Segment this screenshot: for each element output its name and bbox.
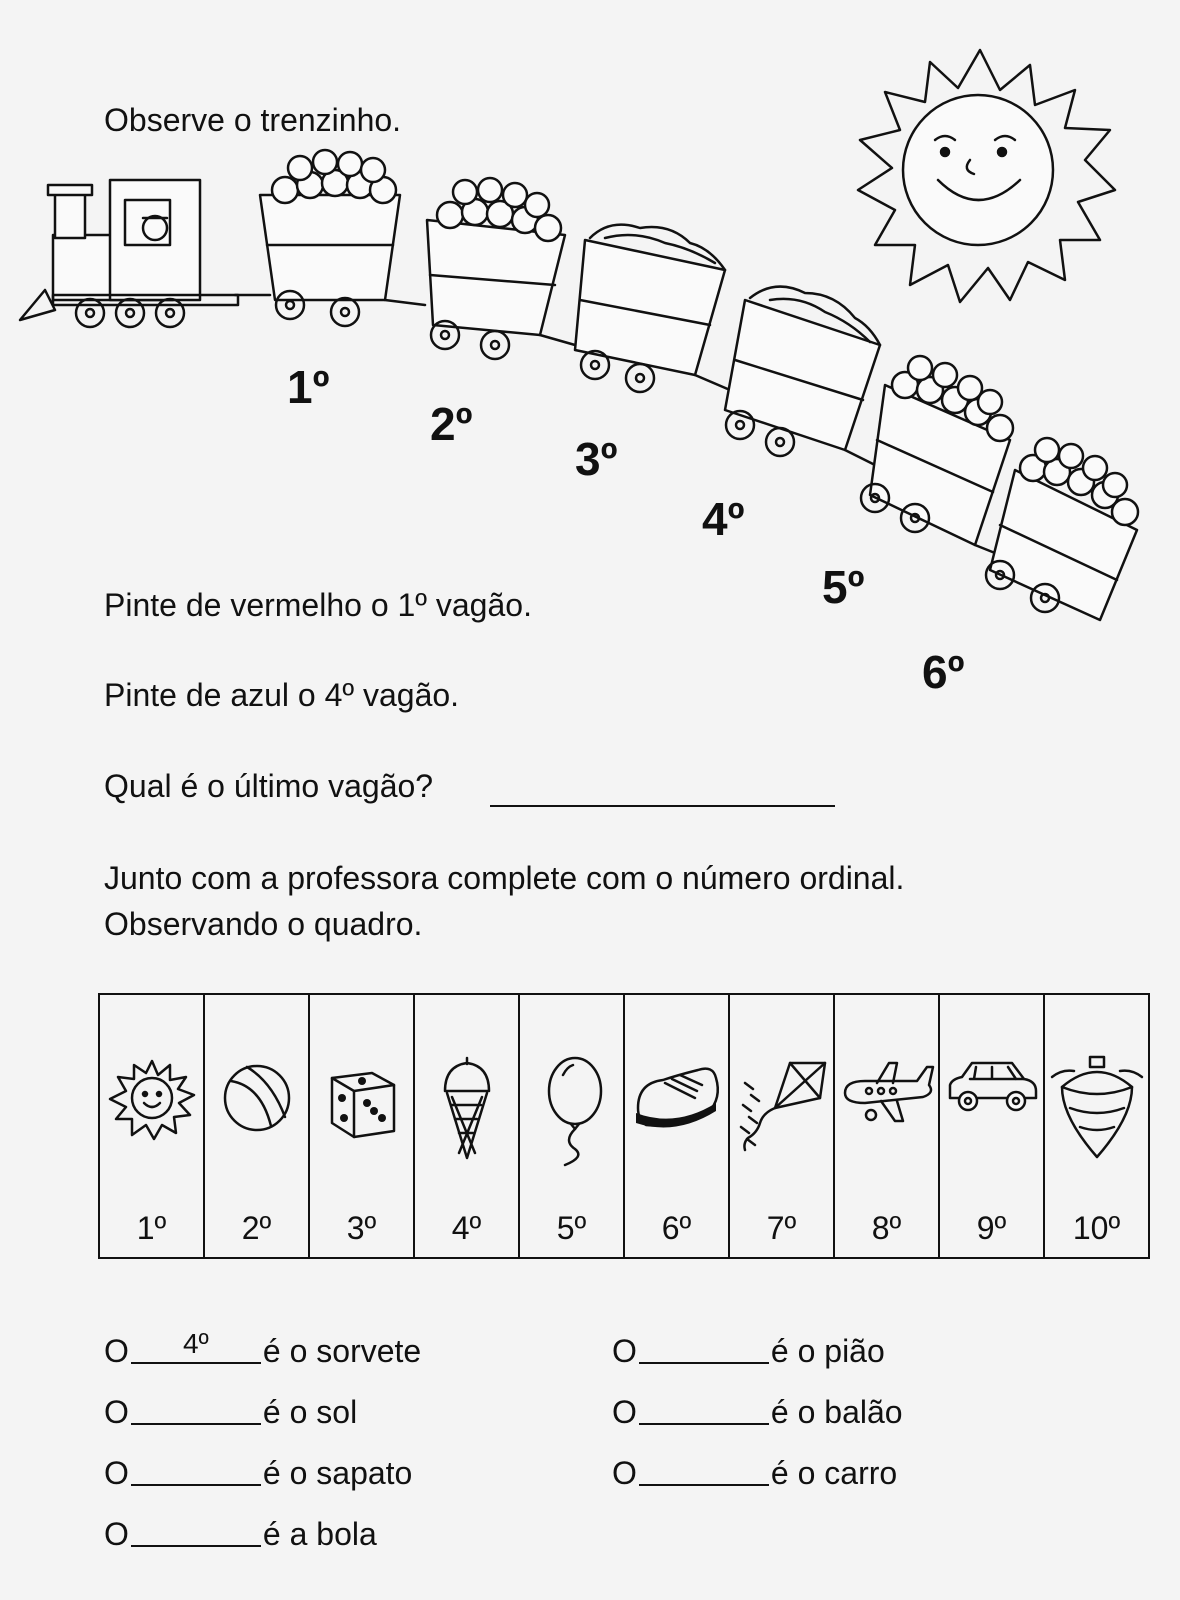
exercise-row (612, 1332, 885, 1370)
complete-instruction-line1: Junto com a professora complete com o número ordinal. (104, 860, 905, 896)
answer-value: 4º (182, 1328, 209, 1359)
wagon-4 (725, 287, 880, 456)
ordinal-label: 2º (241, 1210, 272, 1246)
exercise-prefix: O (612, 1394, 637, 1430)
wagon-label-6: 6º (922, 646, 965, 698)
wagon-6 (986, 438, 1138, 620)
ordinal-label: 5º (556, 1210, 587, 1246)
dice-icon (322, 1053, 402, 1143)
table-cell (940, 995, 1045, 1257)
exercise-prefix: O (104, 1455, 129, 1491)
ordinal-label: 8º (871, 1210, 902, 1246)
wagon-label-5: 5º (822, 561, 865, 613)
exercise-suffix: é o pião (770, 1333, 885, 1369)
locomotive-icon (20, 180, 270, 327)
last-wagon-question: Qual é o último vagão? (104, 768, 434, 804)
table-cell (415, 995, 520, 1257)
answer-blank[interactable] (639, 1393, 769, 1425)
wagon-label-3: 3º (575, 433, 618, 485)
kite-icon (735, 1053, 829, 1153)
spinning-top-icon (1052, 1053, 1142, 1163)
wagon-2 (427, 178, 565, 359)
exercise-suffix: é o carro (770, 1455, 898, 1491)
wagon-3 (575, 225, 725, 392)
complete-instruction-line2: Observando o quadro. (104, 906, 423, 942)
table-cell (730, 995, 835, 1257)
ordinal-label: 10º (1072, 1210, 1121, 1246)
table-cell (1045, 995, 1148, 1257)
ball-icon (217, 1053, 297, 1143)
exercise-row (104, 1328, 422, 1370)
wagon-label-1: 1º (287, 361, 330, 413)
exercise-suffix: é o sorvete (262, 1333, 422, 1369)
answer-blank[interactable] (131, 1393, 261, 1425)
exercise-row (104, 1515, 377, 1553)
exercise-row (612, 1393, 903, 1431)
answer-blank[interactable] (131, 1454, 261, 1486)
ordinal-label: 9º (976, 1210, 1007, 1246)
balloon-icon (537, 1053, 607, 1168)
table-cell (100, 995, 205, 1257)
ordinal-label: 3º (346, 1210, 377, 1246)
airplane-icon (839, 1053, 935, 1133)
exercise-suffix: é a bola (262, 1516, 377, 1552)
table-cell (205, 995, 310, 1257)
answer-blank[interactable] (131, 1328, 261, 1364)
answer-line[interactable] (490, 805, 835, 807)
ordinal-label: 6º (661, 1210, 692, 1246)
shoe-icon (630, 1053, 724, 1143)
train-illustration (15, 150, 1145, 630)
table-cell (625, 995, 730, 1257)
exercise-prefix: O (104, 1516, 129, 1552)
paint-blue-instruction: Pinte de azul o 4º vagão. (104, 677, 460, 713)
wagon-label-4: 4º (702, 493, 745, 545)
exercise-prefix: O (104, 1333, 129, 1369)
sun-icon (104, 1053, 200, 1143)
exercise-prefix: O (104, 1394, 129, 1430)
ordinal-label: 4º (451, 1210, 482, 1246)
table-cell (835, 995, 940, 1257)
ordinal-table (98, 993, 1150, 1259)
exercise-row (612, 1454, 897, 1492)
exercise-row (104, 1393, 357, 1431)
ordinal-label: 7º (766, 1210, 797, 1246)
table-cell (520, 995, 625, 1257)
exercise-suffix: é o sol (262, 1394, 358, 1430)
observe-instruction: Observe o trenzinho. (104, 102, 402, 138)
ordinal-label: 1º (136, 1210, 167, 1246)
wagon-5 (861, 356, 1013, 545)
table-cell (310, 995, 415, 1257)
paint-red-instruction: Pinte de vermelho o 1º vagão. (104, 587, 532, 623)
answer-blank[interactable] (639, 1454, 769, 1486)
wagon-label-2: 2º (430, 398, 473, 450)
exercise-row (104, 1454, 412, 1492)
wagon-1 (260, 150, 400, 326)
exercise-prefix: O (612, 1455, 637, 1491)
exercise-suffix: é o sapato (262, 1455, 413, 1491)
car-icon (944, 1053, 1040, 1123)
ice-cream-icon (437, 1053, 497, 1163)
answer-blank[interactable] (131, 1515, 261, 1547)
exercise-prefix: O (612, 1333, 637, 1369)
answer-blank[interactable] (639, 1332, 769, 1364)
exercise-suffix: é o balão (770, 1394, 903, 1430)
